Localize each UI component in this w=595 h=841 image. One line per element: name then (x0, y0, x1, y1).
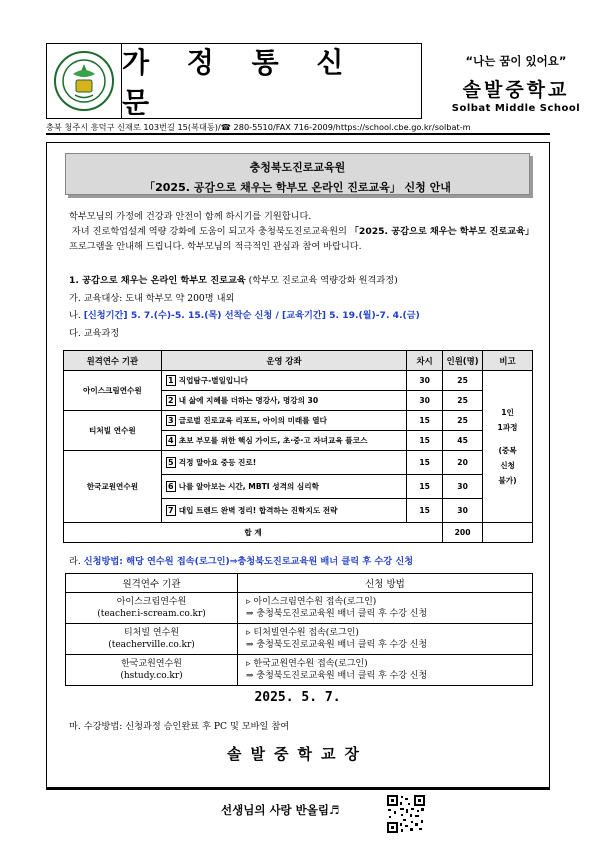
course-table-header: 원격연수 기관 운영 강좌 차시 인원(명) 비고 (64, 351, 533, 371)
note-cell: 1인 1과정 (중복 신청 불가) (483, 371, 533, 523)
table-row: 4 초보 부모를 위한 핵심 가이드, 초·중·고 자녀교육 플코스 15 45 (64, 431, 533, 451)
apply-table (65, 573, 533, 686)
table-row: 티처빌 연수원 3 글로벌 진로교육 리포트, 아이의 미래를 열다 15 25 (64, 411, 533, 431)
newsletter-title: 가 정 통 신 문 (122, 46, 358, 119)
period-highlight: [신청기간] 5. 7.(수)-5. 15.(목) 선착순 신청 / [교육기간] 5. 19.(월)-7. 4.(금) (83, 310, 420, 321)
school-name-english: Solbat Middle School (451, 103, 581, 114)
course-cell: 4 초보 부모를 위한 핵심 가이드, 초·중·고 자녀교육 플코스 (161, 431, 406, 451)
letter-header (46, 43, 581, 119)
table-row: 6 나를 알아보는 시간, MBTI 성격의 심리학 15 30 (64, 475, 533, 499)
intro-body: 자녀 진로학업설계 역량 강화에 도움이 되고자 충청북도진로교육원의 「2025. 공감으로 채우는 학부모 진로교육」프로그램을 안내해 드립니다. 학부모님의 적극적인 관심과 참여 바랍니다. (69, 226, 535, 252)
school-slogan: “나는 꿈이 있어요” (465, 54, 567, 68)
school-emblem-icon (53, 50, 115, 112)
period-line: 나. [신청기간] 5. 7.(수)-5. 15.(목) 선착순 신청 / [교육기간] 5. 19.(월)-7. 4.(금) (69, 310, 420, 321)
table-row: 한국교원연수원 5 걱정 말아요 중등 진로! 15 20 (64, 451, 533, 475)
course-cell: 5 걱정 말아요 중등 진로! (161, 451, 406, 475)
target-line: 가. 교육대상: 도내 학부모 약 200명 내외 (69, 293, 235, 304)
issue-date: 2025. 5. 7. (254, 690, 341, 705)
school-logo (46, 43, 122, 119)
table-row: 2 내 삶에 지혜를 더하는 명강사, 명강의 30 30 25 (64, 391, 533, 411)
course-table (63, 350, 533, 543)
org-cell: 티처빌 연수원 (teacherville.co.kr) (66, 624, 238, 655)
apply-table-header: 원격연수 기관 신청 방법 (66, 574, 533, 593)
course-cell: 1 직업탐구-별일입니다 (161, 371, 406, 391)
course-cell: 3 글로벌 진로교육 리포트, 아이의 미래를 열다 (161, 411, 406, 431)
school-name: 솔발중학교 (462, 79, 570, 101)
method-cell: ▹ 한국교원연수원 접속(로그인) ⇒ 충청북도진로교육원 배너 클릭 후 수강 신청 (238, 655, 533, 686)
org-cell: 아이스크림연수원 (64, 371, 162, 411)
apply-method-highlight: 신청방법: 해당 연수원 접속(로그인)⇒충청북도진로교육원 배너 클릭 후 수강 신청 (83, 556, 414, 567)
qr-code-icon[interactable] (386, 794, 426, 834)
school-identity (441, 43, 591, 119)
intro-paragraph (69, 209, 539, 254)
table-row (66, 624, 533, 655)
total-label: 합 계 (64, 523, 443, 543)
table-row: 7 대입 트렌드 완벽 정리! 합격하는 진학지도 전략 15 30 (64, 499, 533, 523)
org-cell: 한국교원연수원 (hstudy.co.kr) (66, 655, 238, 686)
course-cell: 6 나를 알아보는 시간, MBTI 성격의 심리학 (161, 475, 406, 499)
section-1-title: 1. 공감으로 채우는 온라인 학부모 진로교육 (학부모 진로교육 역량강화 원격과정) (69, 275, 398, 286)
notice-banner (65, 153, 530, 195)
letter-footer (46, 788, 550, 838)
org-cell: 한국교원연수원 (64, 451, 162, 523)
table-total-row (64, 523, 533, 543)
org-url: (teacherville.co.kr) (108, 640, 195, 650)
org-cell: 아이스크림연수원 (teacher.i-scream.co.kr) (66, 593, 238, 624)
apply-method-line: 라. 신청방법: 해당 연수원 접속(로그인)⇒충청북도진로교육원 배너 클릭 후 수강 신청 (69, 556, 414, 567)
table-row (66, 655, 533, 686)
table-row: 아이스크림연수원 1 직업탐구-별일입니다 30 25 1인 1과정 (중복 신청 불가) (64, 371, 533, 391)
newsletter-title-box (122, 43, 422, 119)
study-method-line: 마. 수강방법: 신청과정 승인완료 후 PC 및 모바일 참여 (69, 721, 290, 732)
total-value: 200 (443, 523, 483, 543)
org-url: (hstudy.co.kr) (120, 671, 183, 681)
program-name: 「2025. 공감으로 채우는 학부모 진로교육」 (349, 226, 535, 237)
table-row (66, 593, 533, 624)
curriculum-label: 다. 교육과정 (69, 328, 120, 339)
intro-greeting: 학부모님의 가정에 건강과 안전이 함께 하시기를 기원합니다. (69, 211, 312, 222)
org-cell: 티처빌 연수원 (64, 411, 162, 451)
footer-slogan: 선생님의 사랑 반올림♬ (221, 803, 340, 817)
principal-signature: 솔발중학교장 (227, 745, 368, 763)
course-cell: 7 대입 트렌드 완벽 정리! 합격하는 진학지도 전략 (161, 499, 406, 523)
banner-org: 충청북도진로교육원 (249, 161, 346, 174)
org-url: (teacher.i-scream.co.kr) (97, 609, 206, 619)
banner-title: 「2025. 공감으로 채우는 학부모 온라인 진로교육」 신청 안내 (144, 181, 451, 194)
school-address-line: 충북 청주시 흥덕구 신재로 103번길 15(복대동)/☎ 280-5510/FAX 716-2009/https://school.cbe.go.kr/solbat-m (46, 120, 550, 135)
course-cell: 2 내 삶에 지혜를 더하는 명강사, 명강의 30 (161, 391, 406, 411)
method-cell: ▹ 아이스크림연수원 접속(로그인) ⇒ 충청북도진로교육원 배너 클릭 후 수강 신청 (238, 593, 533, 624)
method-cell: ▹ 티처빌연수원 접속(로그인) ⇒ 충청북도진로교육원 배너 클릭 후 수강 신청 (238, 624, 533, 655)
